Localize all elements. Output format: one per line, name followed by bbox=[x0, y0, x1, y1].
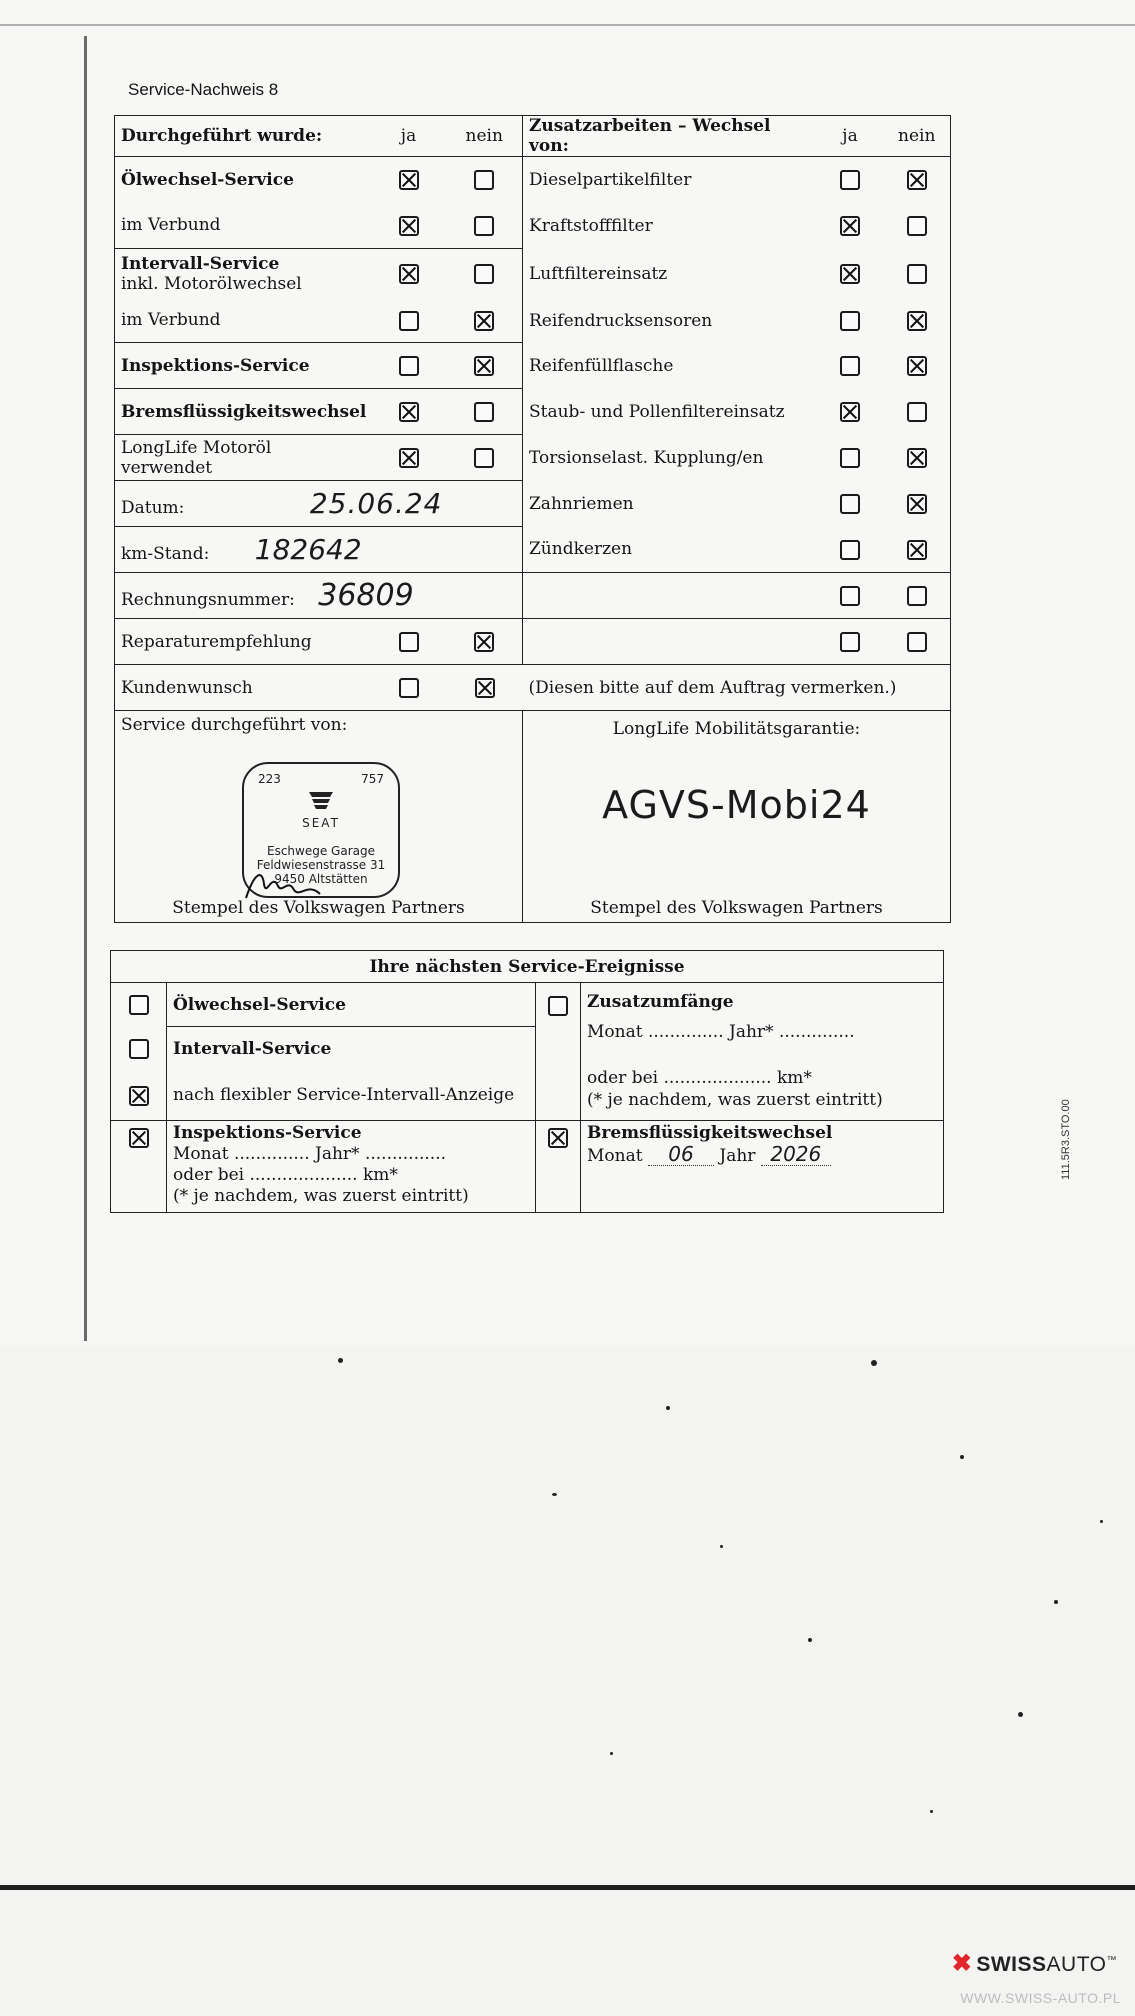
interval-cell bbox=[115, 249, 371, 299]
customer-note: (Diesen bitte auf dem Auftrag vermerken.) bbox=[523, 665, 951, 711]
checkbox-interval[interactable] bbox=[129, 1039, 149, 1059]
checkbox-ja[interactable] bbox=[399, 632, 419, 652]
invoice-label: Rechnungsnummer: bbox=[121, 590, 295, 610]
header-nein: nein bbox=[884, 116, 951, 157]
brake-date bbox=[587, 1144, 937, 1167]
speck bbox=[960, 1455, 964, 1459]
row-label: Staub- und Pollenfiltereinsatz bbox=[523, 389, 817, 435]
oil-label: Ölwechsel-Service bbox=[167, 983, 536, 1027]
signature-mark bbox=[244, 864, 324, 904]
row-label: Ölwechsel-Service bbox=[115, 157, 371, 203]
checkbox-nein[interactable] bbox=[907, 216, 927, 236]
scanner-bed bbox=[0, 1345, 1135, 2016]
checkbox-ja[interactable] bbox=[399, 216, 419, 236]
checkbox-ja[interactable] bbox=[840, 540, 860, 560]
row-label: Luftfiltereinsatz bbox=[523, 249, 817, 299]
invoice-value: 36809 bbox=[318, 578, 414, 613]
checkbox-inspection[interactable] bbox=[129, 1128, 149, 1148]
checkbox-nein[interactable] bbox=[907, 494, 927, 514]
checkbox-nein[interactable] bbox=[907, 586, 927, 606]
checkbox-flex[interactable] bbox=[129, 1086, 149, 1106]
swissauto-logo bbox=[952, 1949, 1117, 1978]
extra-label: Zusatzumfänge bbox=[587, 992, 734, 1012]
checkbox-nein[interactable] bbox=[474, 170, 494, 190]
datum-field[interactable] bbox=[115, 481, 523, 527]
checkbox-ja[interactable] bbox=[399, 311, 419, 331]
row-label bbox=[523, 619, 817, 665]
checkbox-ja[interactable] bbox=[840, 356, 860, 376]
logo-text-bold: SWISS bbox=[976, 1953, 1047, 1976]
checkbox-nein[interactable] bbox=[474, 356, 494, 376]
checkbox-ja[interactable] bbox=[399, 264, 419, 284]
checkbox-nein[interactable] bbox=[475, 678, 495, 698]
stamp-brand: SEAT bbox=[302, 816, 340, 830]
checkbox-nein[interactable] bbox=[907, 170, 927, 190]
header-ja: ja bbox=[817, 116, 884, 157]
row-label: Torsionselast. Kupplung/en bbox=[523, 435, 817, 481]
row-label: Dieselpartikelfilter bbox=[523, 157, 817, 203]
inspection-line: oder bei .................... km* bbox=[173, 1165, 398, 1185]
extra-line: oder bei .................... km* bbox=[587, 1068, 812, 1088]
mobility-label: LongLife Mobilitätsgarantie: bbox=[612, 719, 861, 739]
extra-cell bbox=[581, 983, 944, 1121]
row-label: Intervall-Service bbox=[121, 253, 280, 274]
row-label: LongLife Motoröl verwendet bbox=[115, 435, 371, 481]
brake-year-label: Jahr bbox=[719, 1146, 756, 1166]
mobility-cell bbox=[523, 711, 951, 923]
brake-label: Bremsflüssigkeitswechsel bbox=[587, 1123, 833, 1143]
stamp-caption: Stempel des Volkswagen Partners bbox=[590, 898, 883, 918]
extra-line: (* je nachdem, was zuerst eintritt) bbox=[587, 1090, 883, 1110]
page-edge-line bbox=[84, 36, 87, 1341]
checkbox-ja[interactable] bbox=[399, 448, 419, 468]
brake-year-value: 2026 bbox=[761, 1144, 831, 1166]
km-field[interactable] bbox=[115, 527, 523, 573]
checkbox-nein[interactable] bbox=[907, 540, 927, 560]
speck bbox=[552, 1493, 557, 1496]
speck bbox=[338, 1358, 343, 1363]
form-code: 111.5R3.STO.00 bbox=[1060, 1099, 1072, 1180]
speck bbox=[930, 1810, 933, 1813]
stamp-right-number: 757 bbox=[361, 772, 384, 786]
stamp-caption: Stempel des Volkswagen Partners bbox=[172, 898, 465, 918]
extra-line: Monat .............. Jahr* .............. bbox=[587, 1022, 855, 1042]
page-bottom-edge bbox=[0, 1885, 1135, 1890]
checkbox-nein[interactable] bbox=[907, 448, 927, 468]
checkbox-extra[interactable] bbox=[548, 996, 568, 1016]
stamp-line: 9450 Altstätten bbox=[274, 872, 368, 886]
row-label: Kraftstofffilter bbox=[523, 203, 817, 249]
stamp-line: Feldwiesenstrasse 31 bbox=[256, 858, 386, 872]
km-label: km-Stand: bbox=[121, 544, 210, 564]
checkbox-ja[interactable] bbox=[399, 356, 419, 376]
swissauto-cross-icon: ✖ bbox=[951, 1950, 973, 1977]
header-ja: ja bbox=[371, 116, 447, 157]
header-performed: Durchgeführt wurde: bbox=[115, 116, 371, 157]
checkbox-nein[interactable] bbox=[474, 632, 494, 652]
speck bbox=[1100, 1520, 1103, 1523]
row-label bbox=[523, 573, 817, 619]
datum-value: 25.06.24 bbox=[309, 487, 443, 520]
mobility-value: AGVS-Mobi24 bbox=[602, 783, 871, 827]
header-nein: nein bbox=[447, 116, 523, 157]
stamp-line: Eschwege Garage bbox=[267, 844, 375, 858]
row-label: im Verbund bbox=[115, 203, 371, 249]
logo-text-light: AUTO bbox=[1046, 1953, 1107, 1976]
speck bbox=[1054, 1600, 1058, 1604]
speck bbox=[720, 1545, 723, 1548]
checkbox-ja[interactable] bbox=[399, 678, 419, 698]
row-label: Reifenfüllflasche bbox=[523, 343, 817, 389]
datum-label: Datum: bbox=[121, 498, 185, 518]
checkbox-oil[interactable] bbox=[129, 995, 149, 1015]
row-label: Reifendrucksensoren bbox=[523, 299, 817, 343]
checkbox-nein[interactable] bbox=[907, 264, 927, 284]
brake-month-label: Monat bbox=[587, 1146, 643, 1166]
checkbox-nein[interactable] bbox=[474, 448, 494, 468]
row-label: Kundenwunsch bbox=[115, 665, 371, 711]
row-label: Inspektions-Service bbox=[115, 343, 371, 389]
row-label: Bremsflüssigkeitswechsel bbox=[115, 389, 371, 435]
stamp-left-number: 223 bbox=[258, 772, 281, 786]
service-by-label: Service durchgeführt von: bbox=[121, 715, 348, 735]
checkbox-nein[interactable] bbox=[907, 632, 927, 652]
row-sublabel: inkl. Motorölwechsel bbox=[121, 273, 302, 294]
checkbox-nein[interactable] bbox=[474, 216, 494, 236]
checkbox-nein[interactable] bbox=[907, 402, 927, 422]
footer-url: WWW.SWISS-AUTO.PL bbox=[960, 1990, 1121, 2006]
speck bbox=[666, 1406, 670, 1410]
checkbox-nein[interactable] bbox=[474, 264, 494, 284]
inspection-label: Inspektions-Service bbox=[173, 1123, 362, 1143]
page-top-edge bbox=[0, 24, 1135, 26]
checkbox-ja[interactable] bbox=[399, 402, 419, 422]
checkbox-nein[interactable] bbox=[907, 356, 927, 376]
inspection-line: (* je nachdem, was zuerst eintritt) bbox=[173, 1186, 469, 1206]
row-label: im Verbund bbox=[115, 299, 371, 343]
logo-trademark: ™ bbox=[1106, 1955, 1117, 1966]
speck bbox=[1018, 1712, 1023, 1717]
speck bbox=[871, 1360, 877, 1366]
next-events-table bbox=[110, 950, 944, 1213]
checkbox-ja[interactable] bbox=[840, 448, 860, 468]
speck bbox=[808, 1638, 812, 1642]
inspection-cell bbox=[167, 1121, 536, 1213]
next-events-title: Ihre nächsten Service-Ereignisse bbox=[111, 951, 944, 983]
brake-month-value: 06 bbox=[648, 1144, 714, 1166]
checkbox-ja[interactable] bbox=[840, 402, 860, 422]
header-extra: Zusatzarbeiten – Wechsel von: bbox=[523, 116, 817, 157]
seat-logo-icon bbox=[306, 790, 336, 812]
service-record-table bbox=[114, 115, 951, 923]
checkbox-nein[interactable] bbox=[907, 311, 927, 331]
checkbox-ja[interactable] bbox=[840, 216, 860, 236]
checkbox-ja[interactable] bbox=[840, 264, 860, 284]
km-value: 182642 bbox=[254, 533, 362, 566]
checkbox-ja[interactable] bbox=[840, 494, 860, 514]
row-label: Zahnriemen bbox=[523, 481, 817, 527]
checkbox-brake[interactable] bbox=[548, 1128, 568, 1148]
checkbox-ja[interactable] bbox=[840, 170, 860, 190]
checkbox-ja[interactable] bbox=[399, 170, 419, 190]
inspection-line: Monat .............. Jahr* ............... bbox=[173, 1144, 447, 1164]
checkbox-ja[interactable] bbox=[840, 311, 860, 331]
page-title: Service-Nachweis 8 bbox=[128, 80, 279, 99]
invoice-field[interactable] bbox=[115, 573, 523, 619]
checkbox-nein[interactable] bbox=[474, 402, 494, 422]
brake-cell bbox=[581, 1121, 944, 1213]
speck bbox=[610, 1752, 613, 1755]
checkbox-ja[interactable] bbox=[840, 632, 860, 652]
interval-label: Intervall-Service bbox=[167, 1027, 536, 1071]
checkbox-ja[interactable] bbox=[840, 586, 860, 606]
checkbox-nein[interactable] bbox=[474, 311, 494, 331]
row-label: Reparaturempfehlung bbox=[115, 619, 371, 665]
row-label: Zündkerzen bbox=[523, 527, 817, 573]
flex-label: nach flexibler Service-Intervall-Anzeige bbox=[167, 1071, 536, 1121]
